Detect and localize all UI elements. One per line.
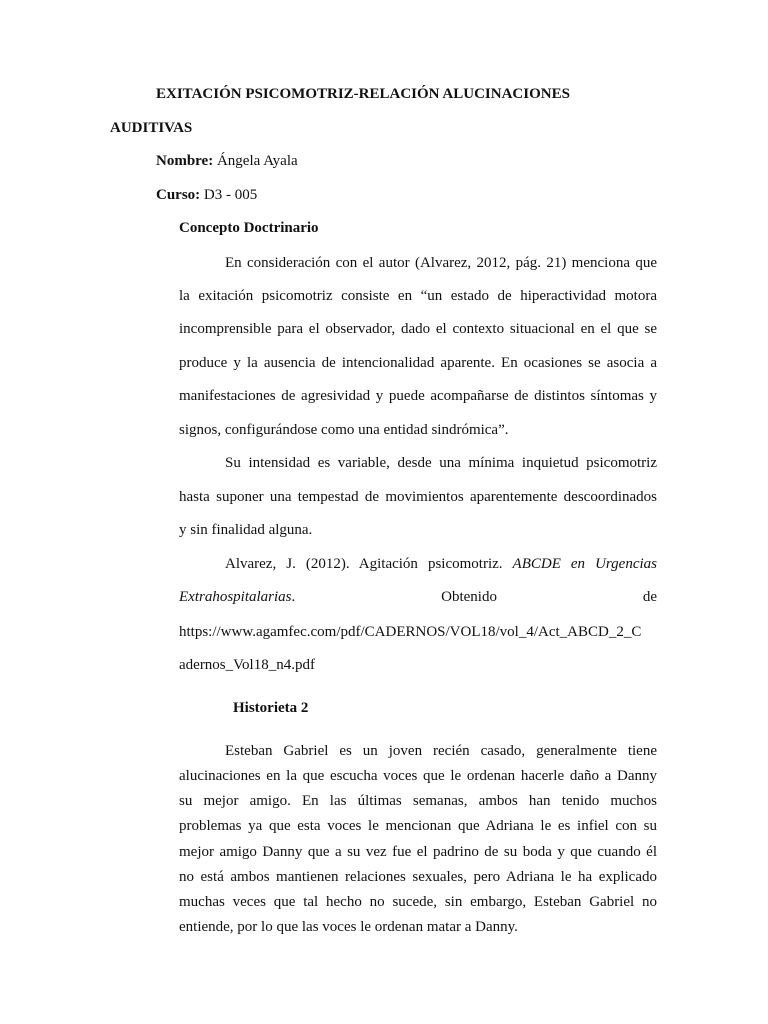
paragraph-line: En consideración con el autor (Alvarez, 2012, pág. 21) menciona que — [225, 255, 657, 271]
reference-line-2 — [179, 589, 657, 606]
section-heading-historieta: Historieta 2 — [233, 700, 309, 716]
name-line — [156, 153, 298, 170]
paragraph-line: problemas ya que esta voces le mencionan que Adriana le es infiel con su — [179, 818, 657, 834]
document-title-line-2: AUDITIVAS — [110, 120, 193, 136]
paragraph-line: entiende, por lo que las voces le ordenan matar a Danny. — [179, 919, 518, 935]
paragraph-line: y sin finalidad alguna. — [179, 522, 313, 538]
paragraph-line: su mejor amigo. En las últimas semanas, ambos han tenido muchos — [179, 793, 657, 809]
paragraph-line: mejor amigo Danny que a su vez fue el padrino de su boda y que cuando él — [179, 844, 657, 860]
paragraph-line: alucinaciones en la que escucha voces que le ordenan hacerle daño a Danny — [179, 768, 657, 784]
reference-journal: ABCDE en Urgencias — [512, 556, 658, 572]
paragraph-line: manifestaciones de agresividad y puede acompañarse de distintos síntomas y — [179, 388, 657, 404]
paragraph-line: la exitación psicomotriz consiste en “un estado de hiperactividad motora — [179, 288, 657, 304]
paragraph-line: muchas veces que tal hecho no sucede, sin embargo, Esteban Gabriel no — [179, 894, 657, 910]
paragraph-line: produce y la ausencia de intencionalidad aparente. En ocasiones se asocia a — [179, 355, 657, 371]
name-label: Nombre: — [156, 153, 214, 169]
paragraph-line: signos, configurándose como una entidad sindrómica”. — [179, 422, 509, 438]
reference-authors: Alvarez, J. (2012). Agitación psicomotriz. — [225, 556, 513, 572]
reference-line-1 — [225, 556, 657, 573]
paragraph-line: Su intensidad es variable, desde una mínima inquietud psicomotriz — [225, 455, 657, 471]
paragraph-line: incomprensible para el observador, dado el contexto situacional en el que se — [179, 321, 657, 337]
course-line — [156, 187, 257, 204]
paragraph-line: no está ambos mantienen relaciones sexuales, pero Adriana le ha explicado — [179, 869, 657, 885]
reference-url-line-2: adernos_Vol18_n4.pdf — [179, 657, 315, 673]
paragraph-line: Esteban Gabriel es un joven recién casado, generalmente tiene — [225, 743, 657, 759]
reference-journal-cont: Extrahospitalarias — [179, 589, 292, 605]
course-label: Curso: — [156, 187, 201, 203]
reference-de: de — [642, 589, 657, 605]
reference-url-line-1: https://www.agamfec.com/pdf/CADERNOS/VOL18/vol_4/Act_ABCD_2_C — [179, 624, 642, 640]
reference-period: . — [291, 589, 296, 605]
name-value: Ángela Ayala — [213, 153, 298, 169]
section-heading-concepto: Concepto Doctrinario — [179, 220, 319, 236]
paragraph-line: hasta suponer una tempestad de movimientos aparentemente descoordinados — [179, 489, 657, 505]
document-title-line-1: EXITACIÓN PSICOMOTRIZ-RELACIÓN ALUCINACIONES — [156, 86, 570, 102]
course-value: D3 - 005 — [200, 187, 258, 203]
reference-obtenido: Obtenido — [441, 589, 497, 605]
